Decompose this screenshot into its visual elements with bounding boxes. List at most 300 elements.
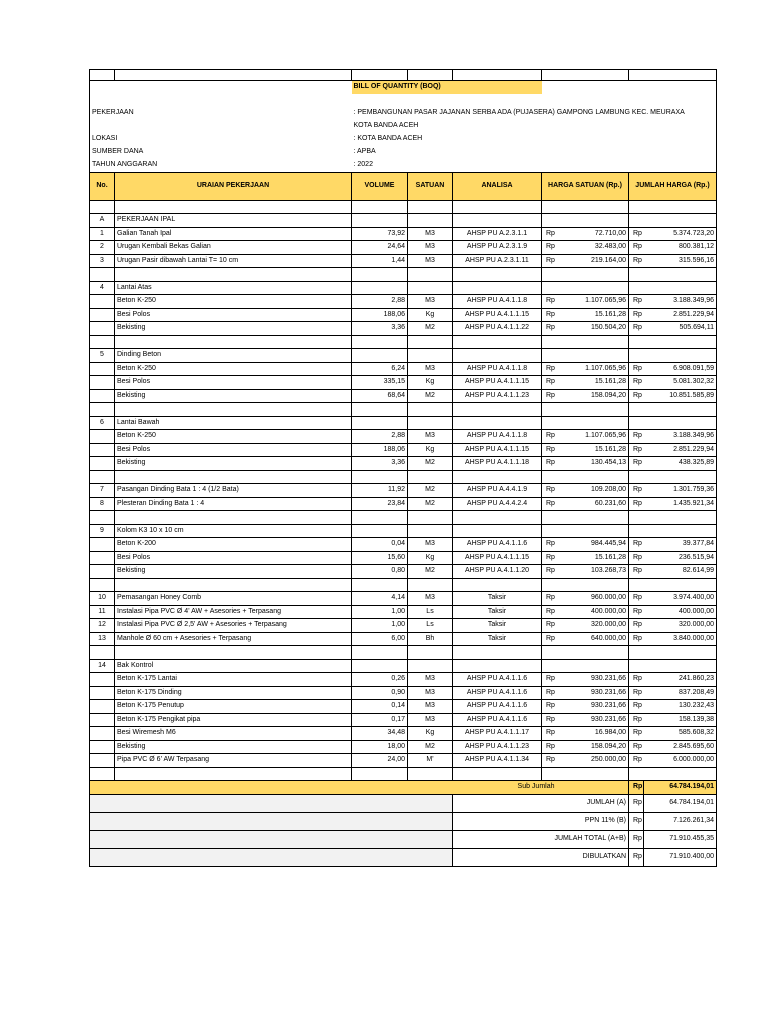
item-unit: Kg bbox=[408, 551, 453, 565]
table-row bbox=[90, 632, 717, 646]
unit-price-currency: Rp bbox=[542, 538, 557, 552]
item-description bbox=[115, 470, 352, 484]
total-price-currency: Rp bbox=[629, 754, 644, 768]
total-price: 585.608,32 bbox=[644, 727, 717, 741]
total-currency: Rp bbox=[629, 812, 644, 830]
total-price: 1.301.759,36 bbox=[644, 484, 717, 498]
total-price-currency bbox=[629, 403, 644, 417]
total-price: 6.908.091,59 bbox=[644, 362, 717, 376]
item-analysis: AHSP PU A.2.3.1.11 bbox=[453, 254, 542, 268]
item-volume bbox=[352, 335, 408, 349]
table-row bbox=[90, 659, 717, 673]
unit-price bbox=[557, 659, 629, 673]
item-description: Besi Polos bbox=[115, 551, 352, 565]
unit-price bbox=[557, 767, 629, 781]
total-price: 6.000.000,00 bbox=[644, 754, 717, 768]
unit-price bbox=[557, 416, 629, 430]
item-description: Beton K-175 Penutup bbox=[115, 700, 352, 714]
table-row bbox=[90, 308, 717, 322]
total-price: 400.000,00 bbox=[644, 605, 717, 619]
item-analysis: AHSP PU A.4.1.1.8 bbox=[453, 295, 542, 309]
total-price-currency: Rp bbox=[629, 430, 644, 444]
total-price-currency bbox=[629, 281, 644, 295]
item-unit: M3 bbox=[408, 713, 453, 727]
item-no bbox=[90, 754, 115, 768]
total-price bbox=[644, 214, 717, 228]
table-row bbox=[90, 484, 717, 498]
item-no: 1 bbox=[90, 227, 115, 241]
unit-price: 930.231,66 bbox=[557, 713, 629, 727]
total-price: 315.596,16 bbox=[644, 254, 717, 268]
item-analysis bbox=[453, 335, 542, 349]
total-price-currency: Rp bbox=[629, 700, 644, 714]
item-unit bbox=[408, 659, 453, 673]
item-description: Kolom K3 10 x 10 cm bbox=[115, 524, 352, 538]
item-description: Lantai Bawah bbox=[115, 416, 352, 430]
col-jumlah-harga: JUMLAH HARGA (Rp.) bbox=[629, 172, 717, 200]
total-price-currency bbox=[629, 578, 644, 592]
item-no: 14 bbox=[90, 659, 115, 673]
unit-price-currency: Rp bbox=[542, 605, 557, 619]
table-row bbox=[90, 281, 717, 295]
total-price-currency bbox=[629, 214, 644, 228]
item-volume: 6,24 bbox=[352, 362, 408, 376]
column-header-row bbox=[90, 172, 717, 200]
item-unit: Kg bbox=[408, 376, 453, 390]
total-price bbox=[644, 646, 717, 660]
table-row bbox=[90, 740, 717, 754]
unit-price bbox=[557, 268, 629, 282]
item-volume bbox=[352, 578, 408, 592]
item-analysis: AHSP PU A.4.1.1.15 bbox=[453, 551, 542, 565]
total-price-currency: Rp bbox=[629, 322, 644, 336]
unit-price: 60.231,60 bbox=[557, 497, 629, 511]
item-no bbox=[90, 470, 115, 484]
item-description: Bekisting bbox=[115, 322, 352, 336]
unit-price-currency: Rp bbox=[542, 443, 557, 457]
table-row bbox=[90, 443, 717, 457]
item-volume: 2,88 bbox=[352, 295, 408, 309]
blank-row bbox=[90, 511, 717, 525]
total-value: 71.910.455,35 bbox=[644, 830, 717, 848]
total-price-currency: Rp bbox=[629, 673, 644, 687]
blank-row bbox=[90, 403, 717, 417]
total-price: 130.232,43 bbox=[644, 700, 717, 714]
info-row bbox=[90, 133, 717, 146]
item-analysis: Taksir bbox=[453, 592, 542, 606]
unit-price-currency: Rp bbox=[542, 254, 557, 268]
unit-price-currency: Rp bbox=[542, 592, 557, 606]
total-price: 236.515,94 bbox=[644, 551, 717, 565]
item-description: Beton K-250 bbox=[115, 362, 352, 376]
item-analysis bbox=[453, 200, 542, 214]
item-no: 2 bbox=[90, 241, 115, 255]
item-description bbox=[115, 578, 352, 592]
item-description: Urugan Pasir dibawah Lantai T= 10 cm bbox=[115, 254, 352, 268]
total-price: 241.860,23 bbox=[644, 673, 717, 687]
item-unit: Kg bbox=[408, 727, 453, 741]
total-price-currency: Rp bbox=[629, 362, 644, 376]
total-price bbox=[644, 511, 717, 525]
total-label: JUMLAH (A) bbox=[453, 794, 629, 812]
item-analysis bbox=[453, 214, 542, 228]
table-row bbox=[90, 605, 717, 619]
total-price-currency bbox=[629, 200, 644, 214]
total-price-currency: Rp bbox=[629, 551, 644, 565]
total-price: 438.325,89 bbox=[644, 457, 717, 471]
total-price-currency: Rp bbox=[629, 295, 644, 309]
unit-price bbox=[557, 524, 629, 538]
item-no: 4 bbox=[90, 281, 115, 295]
item-analysis: AHSP PU A.4.1.1.18 bbox=[453, 457, 542, 471]
col-satuan: SATUAN bbox=[408, 172, 453, 200]
total-currency: Rp bbox=[629, 848, 644, 866]
unit-price-currency bbox=[542, 646, 557, 660]
total-price: 2.845.695,60 bbox=[644, 740, 717, 754]
item-no: 10 bbox=[90, 592, 115, 606]
item-volume: 3,36 bbox=[352, 322, 408, 336]
item-unit: M' bbox=[408, 754, 453, 768]
totals bbox=[90, 794, 717, 866]
item-description: Beton K-200 bbox=[115, 538, 352, 552]
total-value: 7.126.261,34 bbox=[644, 812, 717, 830]
item-no: 3 bbox=[90, 254, 115, 268]
unit-price-currency: Rp bbox=[542, 457, 557, 471]
total-price-currency: Rp bbox=[629, 619, 644, 633]
item-analysis: AHSP PU A.4.1.1.15 bbox=[453, 308, 542, 322]
item-analysis: AHSP PU A.4.4.2.4 bbox=[453, 497, 542, 511]
unit-price-currency: Rp bbox=[542, 713, 557, 727]
total-price-currency: Rp bbox=[629, 713, 644, 727]
unit-price: 400.000,00 bbox=[557, 605, 629, 619]
table-row bbox=[90, 686, 717, 700]
item-no bbox=[90, 565, 115, 579]
item-unit: M2 bbox=[408, 322, 453, 336]
unit-price: 15.161,28 bbox=[557, 308, 629, 322]
unit-price bbox=[557, 646, 629, 660]
total-price bbox=[644, 200, 717, 214]
unit-price-currency: Rp bbox=[542, 389, 557, 403]
item-unit bbox=[408, 403, 453, 417]
total-price bbox=[644, 470, 717, 484]
unit-price bbox=[557, 511, 629, 525]
item-unit: M3 bbox=[408, 227, 453, 241]
item-unit bbox=[408, 416, 453, 430]
info-value: KOTA BANDA ACEH bbox=[352, 120, 717, 133]
total-price: 82.614,99 bbox=[644, 565, 717, 579]
item-analysis: AHSP PU A.4.1.1.22 bbox=[453, 322, 542, 336]
total-price-currency bbox=[629, 349, 644, 363]
unit-price-currency: Rp bbox=[542, 619, 557, 633]
item-analysis bbox=[453, 767, 542, 781]
document-title: BILL OF QUANTITY (BOQ) bbox=[352, 81, 542, 94]
item-description bbox=[115, 767, 352, 781]
item-description: Pemasangan Honey Comb bbox=[115, 592, 352, 606]
item-volume bbox=[352, 524, 408, 538]
total-price bbox=[644, 349, 717, 363]
item-volume bbox=[352, 214, 408, 228]
item-unit: M2 bbox=[408, 740, 453, 754]
item-no bbox=[90, 308, 115, 322]
total-price-currency: Rp bbox=[629, 605, 644, 619]
unit-price-currency bbox=[542, 214, 557, 228]
item-no bbox=[90, 740, 115, 754]
title-row bbox=[90, 81, 717, 94]
total-currency: Rp bbox=[629, 830, 644, 848]
item-unit: Bh bbox=[408, 632, 453, 646]
item-analysis bbox=[453, 659, 542, 673]
col-uraian: URAIAN PEKERJAAN bbox=[115, 172, 352, 200]
subtotal-currency: Rp bbox=[629, 781, 644, 795]
item-unit: Ls bbox=[408, 605, 453, 619]
unit-price-currency: Rp bbox=[542, 551, 557, 565]
info-row bbox=[90, 107, 717, 120]
item-description: Pasangan Dinding Bata 1 : 4 (1/2 Bata) bbox=[115, 484, 352, 498]
item-description: Beton K-175 Pengikat pipa bbox=[115, 713, 352, 727]
item-volume: 0,26 bbox=[352, 673, 408, 687]
item-no bbox=[90, 713, 115, 727]
total-currency: Rp bbox=[629, 794, 644, 812]
item-unit: M3 bbox=[408, 592, 453, 606]
info-label bbox=[90, 94, 352, 107]
unit-price: 930.231,66 bbox=[557, 686, 629, 700]
col-no: No. bbox=[90, 172, 115, 200]
item-volume: 68,64 bbox=[352, 389, 408, 403]
item-description bbox=[115, 403, 352, 417]
info-value: : 2022 bbox=[352, 159, 717, 173]
item-unit bbox=[408, 578, 453, 592]
item-analysis: AHSP PU A.4.1.1.6 bbox=[453, 713, 542, 727]
item-unit: M3 bbox=[408, 686, 453, 700]
item-no bbox=[90, 335, 115, 349]
unit-price bbox=[557, 335, 629, 349]
item-analysis bbox=[453, 268, 542, 282]
blank-row bbox=[90, 268, 717, 282]
unit-price: 15.161,28 bbox=[557, 551, 629, 565]
item-description: Instalasi Pipa PVC Ø 4' AW + Asesories + Terpasang bbox=[115, 605, 352, 619]
total-price bbox=[644, 767, 717, 781]
unit-price-currency: Rp bbox=[542, 295, 557, 309]
col-analisa: ANALISA bbox=[453, 172, 542, 200]
unit-price: 32.483,00 bbox=[557, 241, 629, 255]
total-price-currency: Rp bbox=[629, 443, 644, 457]
item-analysis: AHSP PU A.4.1.1.15 bbox=[453, 376, 542, 390]
item-volume: 23,84 bbox=[352, 497, 408, 511]
top-empty-row bbox=[90, 70, 717, 81]
item-volume: 4,14 bbox=[352, 592, 408, 606]
item-unit: M3 bbox=[408, 673, 453, 687]
unit-price-currency: Rp bbox=[542, 362, 557, 376]
boq-sheet bbox=[89, 69, 716, 867]
total-price: 2.851.229,94 bbox=[644, 443, 717, 457]
item-unit: M2 bbox=[408, 389, 453, 403]
unit-price-currency bbox=[542, 511, 557, 525]
item-description: Besi Polos bbox=[115, 376, 352, 390]
item-description: Instalasi Pipa PVC Ø 2,5' AW + Asesories + Terpasang bbox=[115, 619, 352, 633]
total-row bbox=[90, 830, 717, 848]
item-description: Besi Polos bbox=[115, 308, 352, 322]
table-row bbox=[90, 727, 717, 741]
table-row bbox=[90, 497, 717, 511]
col-harga-satuan: HARGA SATUAN (Rp.) bbox=[542, 172, 629, 200]
item-unit bbox=[408, 214, 453, 228]
table-row bbox=[90, 565, 717, 579]
total-spacer bbox=[90, 848, 453, 866]
total-price: 505.694,11 bbox=[644, 322, 717, 336]
info-label: SUMBER DANA bbox=[90, 146, 352, 159]
item-unit: M2 bbox=[408, 457, 453, 471]
unit-price: 16.984,00 bbox=[557, 727, 629, 741]
total-price: 837.208,49 bbox=[644, 686, 717, 700]
table-row bbox=[90, 713, 717, 727]
item-unit bbox=[408, 268, 453, 282]
item-volume: 24,64 bbox=[352, 241, 408, 255]
item-volume: 34,48 bbox=[352, 727, 408, 741]
item-no bbox=[90, 200, 115, 214]
item-volume bbox=[352, 200, 408, 214]
item-volume: 11,92 bbox=[352, 484, 408, 498]
unit-price: 158.094,20 bbox=[557, 389, 629, 403]
total-price: 3.188.349,96 bbox=[644, 430, 717, 444]
total-price: 2.851.229,94 bbox=[644, 308, 717, 322]
item-description: Plesteran Dinding Bata 1 : 4 bbox=[115, 497, 352, 511]
item-no bbox=[90, 551, 115, 565]
item-volume: 188,06 bbox=[352, 443, 408, 457]
item-volume bbox=[352, 268, 408, 282]
info-row bbox=[90, 159, 717, 173]
item-analysis: AHSP PU A.4.1.1.6 bbox=[453, 686, 542, 700]
item-unit: M2 bbox=[408, 497, 453, 511]
unit-price: 15.161,28 bbox=[557, 443, 629, 457]
item-volume: 0,90 bbox=[352, 686, 408, 700]
total-price-currency: Rp bbox=[629, 389, 644, 403]
item-no bbox=[90, 389, 115, 403]
subtotal-row bbox=[90, 781, 717, 795]
item-volume: 1,00 bbox=[352, 605, 408, 619]
item-no bbox=[90, 686, 115, 700]
unit-price: 109.208,00 bbox=[557, 484, 629, 498]
item-no bbox=[90, 268, 115, 282]
item-volume bbox=[352, 416, 408, 430]
unit-price-currency: Rp bbox=[542, 754, 557, 768]
total-price-currency bbox=[629, 416, 644, 430]
total-price bbox=[644, 659, 717, 673]
item-description: Beton K-250 bbox=[115, 430, 352, 444]
total-price bbox=[644, 335, 717, 349]
item-analysis: Taksir bbox=[453, 619, 542, 633]
item-no: 9 bbox=[90, 524, 115, 538]
table-row bbox=[90, 430, 717, 444]
total-price bbox=[644, 268, 717, 282]
unit-price-currency: Rp bbox=[542, 241, 557, 255]
blank-row bbox=[90, 767, 717, 781]
item-no bbox=[90, 646, 115, 660]
item-analysis: AHSP PU A.2.3.1.9 bbox=[453, 241, 542, 255]
unit-price: 960.000,00 bbox=[557, 592, 629, 606]
item-volume: 0,14 bbox=[352, 700, 408, 714]
total-price: 800.381,12 bbox=[644, 241, 717, 255]
unit-price: 103.268,73 bbox=[557, 565, 629, 579]
item-analysis: AHSP PU A.4.1.1.8 bbox=[453, 362, 542, 376]
item-description: Galian Tanah Ipal bbox=[115, 227, 352, 241]
item-analysis bbox=[453, 646, 542, 660]
item-analysis: AHSP PU A.4.1.1.6 bbox=[453, 673, 542, 687]
info-value: : APBA bbox=[352, 146, 717, 159]
item-description: Bekisting bbox=[115, 457, 352, 471]
item-volume: 6,00 bbox=[352, 632, 408, 646]
item-analysis bbox=[453, 349, 542, 363]
unit-price-currency: Rp bbox=[542, 686, 557, 700]
item-no: 7 bbox=[90, 484, 115, 498]
item-no bbox=[90, 538, 115, 552]
unit-price-currency: Rp bbox=[542, 322, 557, 336]
item-no: A bbox=[90, 214, 115, 228]
table-row bbox=[90, 700, 717, 714]
item-description: Bekisting bbox=[115, 565, 352, 579]
unit-price-currency: Rp bbox=[542, 497, 557, 511]
item-volume: 1,44 bbox=[352, 254, 408, 268]
table-row bbox=[90, 551, 717, 565]
item-analysis: AHSP PU A.4.1.1.23 bbox=[453, 389, 542, 403]
total-price-currency: Rp bbox=[629, 727, 644, 741]
item-unit bbox=[408, 335, 453, 349]
table-row bbox=[90, 227, 717, 241]
item-analysis bbox=[453, 511, 542, 525]
item-volume: 188,06 bbox=[352, 308, 408, 322]
total-price bbox=[644, 578, 717, 592]
item-unit bbox=[408, 281, 453, 295]
table-row bbox=[90, 214, 717, 228]
unit-price-currency: Rp bbox=[542, 227, 557, 241]
total-price-currency: Rp bbox=[629, 484, 644, 498]
item-unit: M2 bbox=[408, 484, 453, 498]
item-description: Dinding Beton bbox=[115, 349, 352, 363]
unit-price: 930.231,66 bbox=[557, 700, 629, 714]
total-price bbox=[644, 403, 717, 417]
unit-price-currency: Rp bbox=[542, 673, 557, 687]
boq-table bbox=[89, 69, 717, 867]
unit-price bbox=[557, 200, 629, 214]
total-price-currency bbox=[629, 767, 644, 781]
unit-price bbox=[557, 281, 629, 295]
item-no bbox=[90, 362, 115, 376]
item-no bbox=[90, 443, 115, 457]
table-row bbox=[90, 754, 717, 768]
table-row bbox=[90, 254, 717, 268]
total-price-currency: Rp bbox=[629, 227, 644, 241]
item-analysis: AHSP PU A.4.4.1.9 bbox=[453, 484, 542, 498]
total-price: 1.435.921,34 bbox=[644, 497, 717, 511]
total-spacer bbox=[90, 794, 453, 812]
table-row bbox=[90, 619, 717, 633]
item-volume bbox=[352, 281, 408, 295]
total-label: DIBULATKAN bbox=[453, 848, 629, 866]
item-description: Beton K-175 Dinding bbox=[115, 686, 352, 700]
table-row bbox=[90, 322, 717, 336]
unit-price: 640.000,00 bbox=[557, 632, 629, 646]
table-row bbox=[90, 295, 717, 309]
item-no bbox=[90, 376, 115, 390]
table-row bbox=[90, 592, 717, 606]
total-price: 3.974.400,00 bbox=[644, 592, 717, 606]
item-volume bbox=[352, 470, 408, 484]
info-value: : PEMBANGUNAN PASAR JAJANAN SERBA ADA (PUJASERA) GAMPONG LAMBUNG KEC. MEURAXA bbox=[352, 107, 717, 120]
table-row bbox=[90, 362, 717, 376]
item-no: 6 bbox=[90, 416, 115, 430]
unit-price-currency: Rp bbox=[542, 727, 557, 741]
item-no bbox=[90, 673, 115, 687]
total-price bbox=[644, 416, 717, 430]
